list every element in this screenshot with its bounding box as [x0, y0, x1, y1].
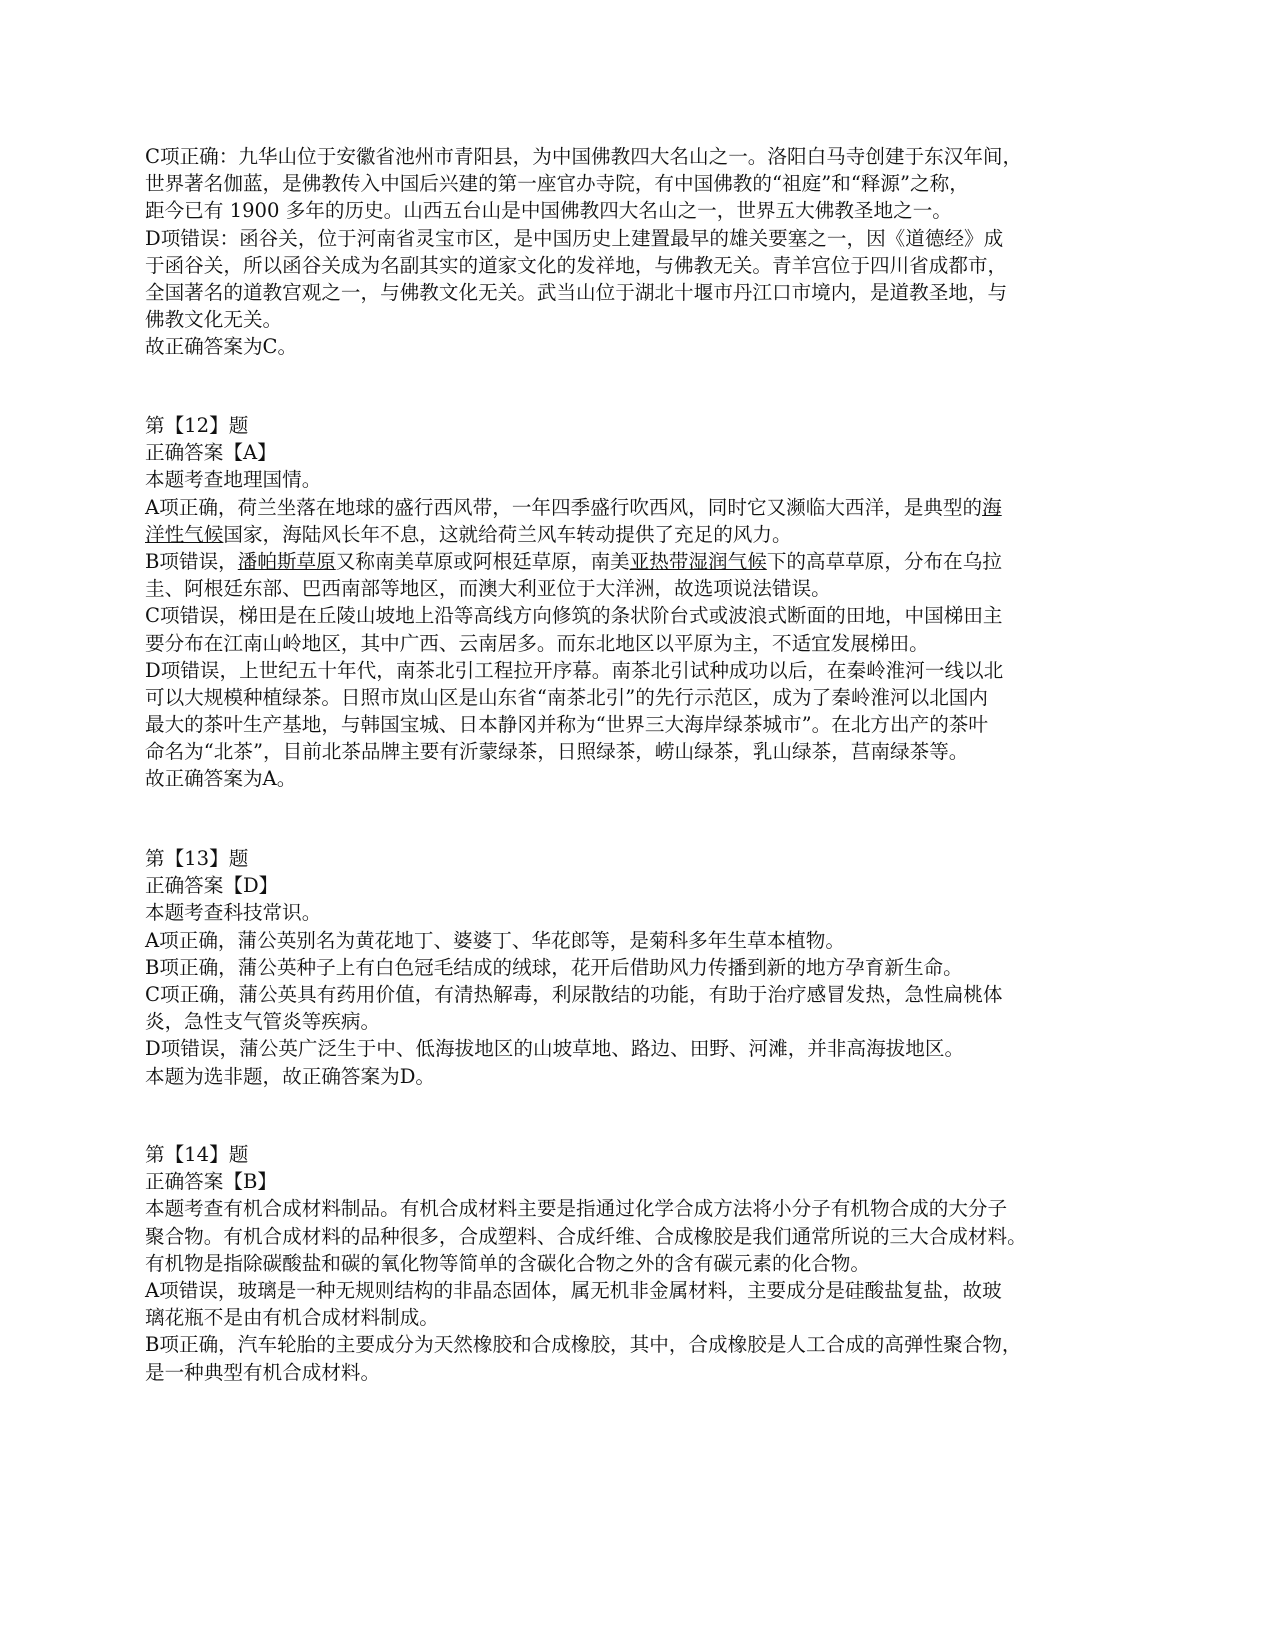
text-line: 最大的茶叶生产基地，与韩国宝城、日本静冈并称为“世界三大海岸绿茶城市”。在北方出产的茶叶	[145, 713, 988, 737]
text-line: 世界著名伽蓝，是佛教传入中国后兴建的第一座官办寺院，有中国佛教的“祖庭”和“释源”之称，	[145, 172, 969, 196]
text-segment: 下的高草草原，分布在乌拉	[766, 549, 1002, 573]
text-line: 第【13】题	[145, 847, 249, 870]
text-line	[145, 548, 1075, 575]
text-line: 命名为“北茶”，目前北茶品牌主要有沂蒙绿茶，日照绿茶，崂山绿茶，乳山绿茶，莒南绿茶等。	[145, 740, 969, 764]
text-line: C项正确：九华山位于安徽省池州市青阳县，为中国佛教四大名山之一。洛阳白马寺创建于东汉年间，	[145, 145, 1023, 168]
text-line	[145, 521, 1075, 548]
text-line: 故正确答案为C。	[145, 335, 298, 359]
underlined-term: 潘帕斯草原	[237, 549, 336, 573]
text-line: 全国著名的道教宫观之一，与佛教文化无关。武当山位于湖北十堰市丹江口市境内，是道教圣地，与	[145, 280, 1008, 304]
text-line: C项正确，蒲公英具有药用价值，有清热解毒，利尿散结的功能，有助于治疗感冒发热，急性扁桃体	[145, 982, 1003, 1006]
text-line: 正确答案【B】	[145, 1170, 277, 1194]
text-line: A项错误，玻璃是一种无规则结构的非晶态固体，属无机非金属材料，主要成分是硅酸盐复盐，故玻	[145, 1278, 1002, 1302]
underlined-term: 洋性气候	[145, 522, 224, 546]
text-line: 本题考查有机合成材料制品。有机合成材料主要是指通过化学合成方法将小分子有机物合成的大分子	[145, 1197, 1008, 1221]
text-line: 本题为选非题，故正确答案为D。	[145, 1064, 436, 1088]
text-line: 是一种典型有机合成材料。	[145, 1360, 381, 1384]
section-q13	[145, 845, 1075, 1090]
text-line: B项正确，蒲公英种子上有白色冠毛结成的绒球，花开后借助风力传播到新的地方孕育新生命。	[145, 955, 963, 979]
text-segment: 又称南美草原或阿根廷草原，南美	[335, 549, 630, 573]
text-line: 故正确答案为A。	[145, 767, 297, 791]
text-line: 本题考查科技常识。	[145, 901, 322, 925]
text-line: 距今已有 1900 多年的历史。山西五台山是中国佛教四大名山之一，世界五大佛教圣地之一。	[145, 199, 952, 223]
text-segment: A项正确，荷兰坐落在地球的盛行西风带，一年四季盛行吹西风，同时它又濒临大西洋，是典型的	[145, 495, 983, 519]
text-line: 佛教文化无关。	[145, 308, 283, 332]
text-line: 正确答案【A】	[145, 441, 277, 465]
text-line: D项错误：函谷关，位于河南省灵宝市区，是中国历史上建置最早的雄关要塞之一，因《道德经》成	[145, 226, 1004, 250]
section-q11-explanation	[145, 143, 1075, 361]
text-line: 圭、阿根廷东部、巴西南部等地区，而澳大利亚位于大洋洲，故选项说法错误。	[145, 577, 831, 601]
text-segment: 国家，海陆风长年不息，这就给荷兰风车转动提供了充足的风力。	[223, 522, 792, 546]
text-line: 第【14】题	[145, 1143, 249, 1166]
text-line: 正确答案【D】	[145, 874, 279, 898]
text-line: 有机物是指除碳酸盐和碳的氧化物等简单的含碳化合物之外的含有碳元素的化合物。	[145, 1251, 870, 1275]
text-line: A项正确，蒲公英别名为黄花地丁、婆婆丁、华花郎等，是菊科多年生草本植物。	[145, 928, 845, 952]
text-line: 炎，急性支气管炎等疾病。	[145, 1010, 381, 1034]
text-line: D项错误，蒲公英广泛生于中、低海拔地区的山坡草地、路边、田野、河滩，并非高海拔地区。	[145, 1037, 965, 1061]
text-line: 璃花瓶不是由有机合成材料制成。	[145, 1306, 439, 1330]
underlined-term: 亚热带湿润气候	[629, 549, 767, 573]
text-line: 可以大规模种植绿茶。日照市岚山区是山东省“南茶北引”的先行示范区，成为了秦岭淮河以北国内	[145, 685, 988, 709]
text-line: 第【12】题	[145, 414, 249, 437]
text-line: 于函谷关，所以函谷关成为名副其实的道家文化的发祥地，与佛教无关。青羊宫位于四川省成都市，	[145, 253, 1008, 277]
text-line	[145, 494, 1075, 521]
section-q14	[145, 1141, 1075, 1386]
section-q12	[145, 412, 1075, 793]
underlined-term: 海	[982, 495, 1002, 519]
text-line: D项错误，上世纪五十年代，南茶北引工程拉开序幕。南茶北引试种成功以后，在秦岭淮河一线以北	[145, 658, 1004, 682]
text-line: 本题考查地理国情。	[145, 468, 322, 492]
text-line: B项正确，汽车轮胎的主要成分为天然橡胶和合成橡胶，其中，合成橡胶是人工合成的高弹性聚合物，	[145, 1333, 1022, 1357]
text-segment: B项错误，	[145, 549, 238, 573]
text-line: 聚合物。有机合成材料的品种很多，合成塑料、合成纤维、合成橡胶是我们通常所说的三大合成材料。	[145, 1224, 1027, 1248]
text-line: C项错误，梯田是在丘陵山坡地上沿等高线方向修筑的条状阶台式或波浪式断面的田地，中国梯田主	[145, 604, 1003, 628]
text-line: 要分布在江南山岭地区，其中广西、云南居多。而东北地区以平原为主，不适宜发展梯田。	[145, 631, 929, 655]
